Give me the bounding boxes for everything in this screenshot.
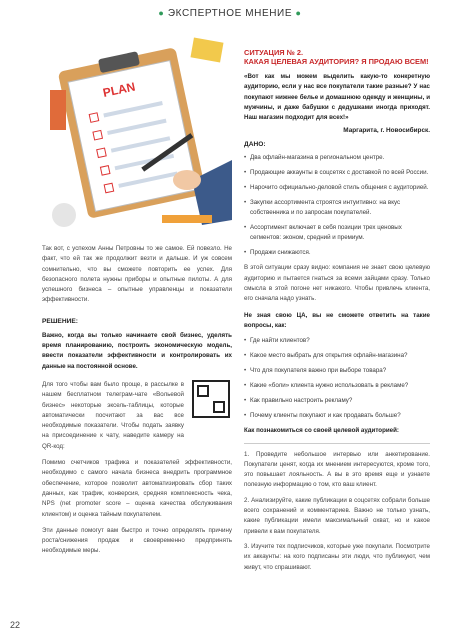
intro-paragraph: Так вот, с успехом Анны Петровны то же самое. Ей повезло. Не факт, что ей так же продолжит везти и дальше. И уж совсем сомнительно, что вы сможете повторить ее успех. Для безопасного полета нужны приборы и опытные пилоты. А для успешного бизнеса – опытные управленцы и показатели эффективности. <box>42 245 232 304</box>
header-text: ЭКСПЕРТНОЕ МНЕНИЕ <box>167 8 293 19</box>
given-item: • Ассортимент включает в себя позиции трех ценовых сегментов: эконом, средний и премиум. <box>244 223 430 243</box>
qr-code[interactable] <box>192 380 230 418</box>
given-item: • Продажи снижаются. <box>244 248 430 258</box>
question-item: • Где найти клиентов? <box>244 336 430 346</box>
client-question: «Вот как мы можем выделить какую-то конкретную аудиторию, если у нас все покупатели такие разные? У нас покупают нижнее белье и домашнюю одежду и женщины, и мужчины, и даже бабушки с дедушками иногда приходят. Наш магазин подходит для всех!» <box>244 73 430 122</box>
given-paragraph: В этой ситуации сразу видно: компания не знает свою целевую аудиторию и пытается гнаться за всеми зайцами сразу. Только смысла в этой погоне нет никакого. Чтобы привлечь клиента, его сначала надо узнать. <box>244 264 430 303</box>
header-dot-right: ● <box>295 8 302 18</box>
step-item: 3. Изучите тех подписчиков, которые уже покупали. Посмотрите их аккаунты: на кого подписаны эти люди, что публикуют, чем живут, что спрашивают. <box>244 542 430 571</box>
metrics-paragraph: Помимо счетчиков трафика и показателей эффективности, необходимо с самого начала бизнеса внедрить программное обеспечение, которое позволит автоматизировать сбор таких данных, как трафик, конверсия, средняя комплексность чека, NPS (net promoter score – оценка качества обслуживания клиентом) и оценка тайным покупателем. <box>42 459 232 518</box>
question-item: • Как правильно настроить рекламу? <box>244 396 430 406</box>
step-item: 1. Проведите небольшое интервью или анкетирование. Покупатели ценят, когда их мнением интересуются, кроме того, это повышает лояльность. А вы в это время еще и узнаете полезную информацию о том, кто ваш клиент. <box>244 450 430 489</box>
right-column <box>244 48 430 573</box>
qr-paragraph: Для того чтобы вам было проще, в рассылке в нашем бесплатном телеграм-чате «Вольевой бизнес» некоторые эксель-таблицы, которые автоматически посчитают за вас все необходимые показатели. Чтобы подать заявку на присоединение к чату, наведите камеру на QR-код: <box>42 380 184 450</box>
left-column <box>42 30 232 557</box>
solution-bold: Важно, когда вы только начинаете свой бизнес, уделять время планированию, построить экономическую модель, ввести показатели эффективности и контролировать их данные на постоянной основе. <box>42 331 232 370</box>
questions-list <box>244 336 430 421</box>
how-title: Как познакомиться со своей целевой аудиторией: <box>244 427 399 435</box>
header-dot-left: ● <box>158 8 165 18</box>
question-item: • Какие «боли» клиента нужно использовать в рекламе? <box>244 381 430 391</box>
section-header <box>0 8 460 19</box>
question-item: • Какое место выбрать для открытия офлайн-магазина? <box>244 351 430 361</box>
situation-title: СИТУАЦИЯ № 2. <box>244 48 304 57</box>
solution-title: РЕШЕНИЕ: <box>42 317 78 325</box>
given-item: • Продающие аккаунты в соцсетях с доставкой по всей России. <box>244 168 430 178</box>
given-item: • Нарочито официально-деловой стиль общения с аудиторией. <box>244 183 430 193</box>
given-item: • Два офлайн-магазина в региональном центре. <box>244 153 430 163</box>
final-paragraph: Эти данные помогут вам быстро и точно определять причину роста/снижения продаж и своевременно предпринять необходимые меры. <box>42 526 232 555</box>
page-number: 22 <box>10 620 21 630</box>
step-item: 2. Анализируйте, какие публикации в соцсетях собрали больше всего сохранений и комментариев. Важно не только узнать, какие публикации имели максимальный охват, но и какое привели к вам покупателя. <box>244 496 430 535</box>
plan-illustration <box>42 30 232 242</box>
given-title: ДАНО: <box>244 141 266 149</box>
question-item: • Почему клиенты покупают и как продавать больше? <box>244 411 430 421</box>
divider <box>244 443 430 444</box>
questions-intro: Не зная свою ЦА, вы не сможете ответить на такие вопросы, как: <box>244 311 430 329</box>
question-item: • Что для покупателя важно при выборе товара? <box>244 366 430 376</box>
signature: Маргарита, г. Новосибирск. <box>343 127 430 135</box>
plan-label: PLAN <box>101 79 137 100</box>
plan-illustration-svg <box>42 30 232 242</box>
situation-subtitle: КАКАЯ ЦЕЛЕВАЯ АУДИТОРИЯ? Я ПРОДАЮ ВСЕМ! <box>244 57 429 66</box>
given-item: • Закупки ассортимента строятся интуитивно: на вкус собственника и по запросам покупателей. <box>244 198 430 218</box>
given-list <box>244 153 430 258</box>
qr-block <box>42 380 232 452</box>
